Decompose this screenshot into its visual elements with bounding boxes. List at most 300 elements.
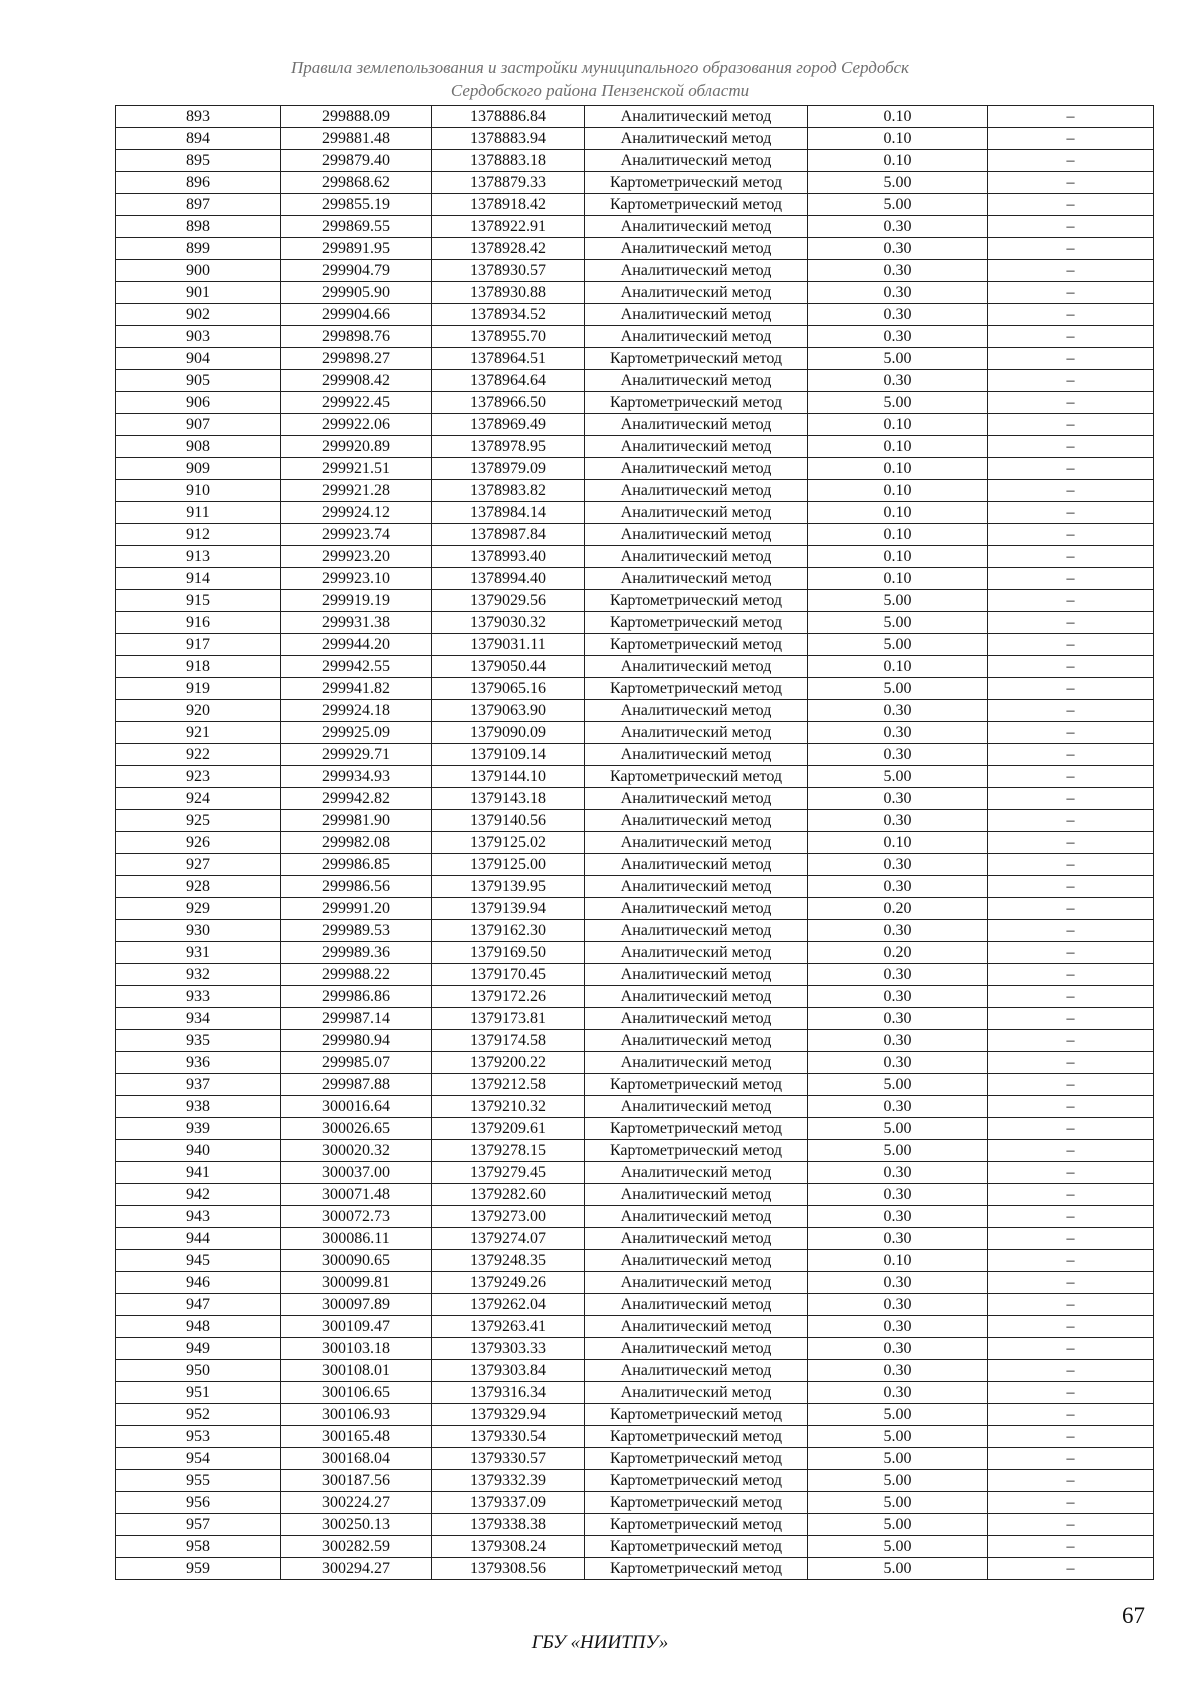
method-cell: Аналитический метод <box>585 942 808 964</box>
method-cell: Аналитический метод <box>585 744 808 766</box>
point-number-cell: 948 <box>116 1316 281 1338</box>
table-row <box>116 1118 1154 1140</box>
x-coordinate-cell: 299891.95 <box>281 238 432 260</box>
method-cell: Аналитический метод <box>585 1162 808 1184</box>
description-cell: – <box>988 1008 1154 1030</box>
table-row <box>116 568 1154 590</box>
point-number-cell: 943 <box>116 1206 281 1228</box>
description-cell: – <box>988 1448 1154 1470</box>
x-coordinate-cell: 300071.48 <box>281 1184 432 1206</box>
y-coordinate-cell: 1379172.26 <box>432 986 585 1008</box>
x-coordinate-cell: 300099.81 <box>281 1272 432 1294</box>
y-coordinate-cell: 1379330.57 <box>432 1448 585 1470</box>
description-cell: – <box>988 1338 1154 1360</box>
x-coordinate-cell: 299898.27 <box>281 348 432 370</box>
point-number-cell: 937 <box>116 1074 281 1096</box>
description-cell: – <box>988 194 1154 216</box>
accuracy-cell: 0.30 <box>808 260 988 282</box>
point-number-cell: 933 <box>116 986 281 1008</box>
point-number-cell: 930 <box>116 920 281 942</box>
x-coordinate-cell: 300072.73 <box>281 1206 432 1228</box>
description-cell: – <box>988 282 1154 304</box>
table-row <box>116 810 1154 832</box>
y-coordinate-cell: 1379308.24 <box>432 1536 585 1558</box>
x-coordinate-cell: 300086.11 <box>281 1228 432 1250</box>
point-number-cell: 914 <box>116 568 281 590</box>
y-coordinate-cell: 1378966.50 <box>432 392 585 414</box>
x-coordinate-cell: 299986.85 <box>281 854 432 876</box>
point-number-cell: 934 <box>116 1008 281 1030</box>
x-coordinate-cell: 299855.19 <box>281 194 432 216</box>
description-cell: – <box>988 216 1154 238</box>
y-coordinate-cell: 1379200.22 <box>432 1052 585 1074</box>
point-number-cell: 919 <box>116 678 281 700</box>
method-cell: Картометрический метод <box>585 348 808 370</box>
description-cell: – <box>988 414 1154 436</box>
x-coordinate-cell: 300090.65 <box>281 1250 432 1272</box>
method-cell: Аналитический метод <box>585 1184 808 1206</box>
point-number-cell: 928 <box>116 876 281 898</box>
accuracy-cell: 5.00 <box>808 1514 988 1536</box>
point-number-cell: 936 <box>116 1052 281 1074</box>
accuracy-cell: 0.30 <box>808 854 988 876</box>
table-row <box>116 172 1154 194</box>
description-cell: – <box>988 920 1154 942</box>
coordinates-table-body <box>116 106 1154 1580</box>
point-number-cell: 900 <box>116 260 281 282</box>
point-number-cell: 893 <box>116 106 281 128</box>
x-coordinate-cell: 300282.59 <box>281 1536 432 1558</box>
table-row <box>116 524 1154 546</box>
x-coordinate-cell: 299980.94 <box>281 1030 432 1052</box>
description-cell: – <box>988 832 1154 854</box>
table-row <box>116 700 1154 722</box>
accuracy-cell: 0.30 <box>808 700 988 722</box>
y-coordinate-cell: 1379174.58 <box>432 1030 585 1052</box>
accuracy-cell: 0.10 <box>808 150 988 172</box>
accuracy-cell: 0.30 <box>808 1096 988 1118</box>
x-coordinate-cell: 299981.90 <box>281 810 432 832</box>
accuracy-cell: 5.00 <box>808 392 988 414</box>
point-number-cell: 912 <box>116 524 281 546</box>
table-row <box>116 370 1154 392</box>
point-number-cell: 896 <box>116 172 281 194</box>
method-cell: Аналитический метод <box>585 656 808 678</box>
accuracy-cell: 0.30 <box>808 986 988 1008</box>
y-coordinate-cell: 1378964.64 <box>432 370 585 392</box>
table-row <box>116 216 1154 238</box>
method-cell: Аналитический метод <box>585 282 808 304</box>
x-coordinate-cell: 299991.20 <box>281 898 432 920</box>
description-cell: – <box>988 700 1154 722</box>
y-coordinate-cell: 1378964.51 <box>432 348 585 370</box>
method-cell: Картометрический метод <box>585 1470 808 1492</box>
x-coordinate-cell: 299888.09 <box>281 106 432 128</box>
accuracy-cell: 0.30 <box>808 1162 988 1184</box>
x-coordinate-cell: 299869.55 <box>281 216 432 238</box>
y-coordinate-cell: 1379262.04 <box>432 1294 585 1316</box>
x-coordinate-cell: 299944.20 <box>281 634 432 656</box>
table-row <box>116 1404 1154 1426</box>
y-coordinate-cell: 1378955.70 <box>432 326 585 348</box>
y-coordinate-cell: 1379140.56 <box>432 810 585 832</box>
table-row <box>116 502 1154 524</box>
y-coordinate-cell: 1379308.56 <box>432 1558 585 1580</box>
description-cell: – <box>988 612 1154 634</box>
description-cell: – <box>988 568 1154 590</box>
description-cell: – <box>988 128 1154 150</box>
method-cell: Аналитический метод <box>585 480 808 502</box>
accuracy-cell: 0.30 <box>808 876 988 898</box>
description-cell: – <box>988 348 1154 370</box>
x-coordinate-cell: 299925.09 <box>281 722 432 744</box>
accuracy-cell: 0.20 <box>808 942 988 964</box>
accuracy-cell: 0.30 <box>808 304 988 326</box>
table-row <box>116 1162 1154 1184</box>
method-cell: Аналитический метод <box>585 414 808 436</box>
point-number-cell: 905 <box>116 370 281 392</box>
accuracy-cell: 0.30 <box>808 788 988 810</box>
point-number-cell: 910 <box>116 480 281 502</box>
table-row <box>116 1514 1154 1536</box>
point-number-cell: 946 <box>116 1272 281 1294</box>
point-number-cell: 953 <box>116 1426 281 1448</box>
accuracy-cell: 5.00 <box>808 194 988 216</box>
y-coordinate-cell: 1379303.33 <box>432 1338 585 1360</box>
method-cell: Аналитический метод <box>585 106 808 128</box>
point-number-cell: 911 <box>116 502 281 524</box>
description-cell: – <box>988 1382 1154 1404</box>
point-number-cell: 959 <box>116 1558 281 1580</box>
accuracy-cell: 0.10 <box>808 436 988 458</box>
y-coordinate-cell: 1379248.35 <box>432 1250 585 1272</box>
y-coordinate-cell: 1379316.34 <box>432 1382 585 1404</box>
x-coordinate-cell: 299922.45 <box>281 392 432 414</box>
y-coordinate-cell: 1379030.32 <box>432 612 585 634</box>
x-coordinate-cell: 299929.71 <box>281 744 432 766</box>
x-coordinate-cell: 299934.93 <box>281 766 432 788</box>
table-row <box>116 590 1154 612</box>
description-cell: – <box>988 810 1154 832</box>
point-number-cell: 909 <box>116 458 281 480</box>
x-coordinate-cell: 299923.74 <box>281 524 432 546</box>
table-row <box>116 480 1154 502</box>
point-number-cell: 901 <box>116 282 281 304</box>
accuracy-cell: 0.10 <box>808 656 988 678</box>
table-row <box>116 106 1154 128</box>
x-coordinate-cell: 300106.93 <box>281 1404 432 1426</box>
y-coordinate-cell: 1379273.00 <box>432 1206 585 1228</box>
x-coordinate-cell: 300097.89 <box>281 1294 432 1316</box>
accuracy-cell: 0.30 <box>808 744 988 766</box>
table-row <box>116 920 1154 942</box>
x-coordinate-cell: 300037.00 <box>281 1162 432 1184</box>
method-cell: Аналитический метод <box>585 1250 808 1272</box>
method-cell: Картометрический метод <box>585 1074 808 1096</box>
description-cell: – <box>988 1294 1154 1316</box>
point-number-cell: 947 <box>116 1294 281 1316</box>
y-coordinate-cell: 1378969.49 <box>432 414 585 436</box>
x-coordinate-cell: 299921.51 <box>281 458 432 480</box>
description-cell: – <box>988 1118 1154 1140</box>
method-cell: Картометрический метод <box>585 194 808 216</box>
description-cell: – <box>988 854 1154 876</box>
y-coordinate-cell: 1379209.61 <box>432 1118 585 1140</box>
x-coordinate-cell: 299988.22 <box>281 964 432 986</box>
accuracy-cell: 0.30 <box>808 1360 988 1382</box>
accuracy-cell: 5.00 <box>808 1140 988 1162</box>
table-row <box>116 1294 1154 1316</box>
accuracy-cell: 5.00 <box>808 1470 988 1492</box>
y-coordinate-cell: 1378930.57 <box>432 260 585 282</box>
header-line-2: Сердобского района Пензенской области <box>450 81 750 100</box>
method-cell: Картометрический метод <box>585 1448 808 1470</box>
x-coordinate-cell: 299881.48 <box>281 128 432 150</box>
point-number-cell: 902 <box>116 304 281 326</box>
x-coordinate-cell: 299921.28 <box>281 480 432 502</box>
description-cell: – <box>988 502 1154 524</box>
description-cell: – <box>988 656 1154 678</box>
point-number-cell: 958 <box>116 1536 281 1558</box>
description-cell: – <box>988 590 1154 612</box>
accuracy-cell: 5.00 <box>808 1404 988 1426</box>
x-coordinate-cell: 299942.82 <box>281 788 432 810</box>
method-cell: Аналитический метод <box>585 876 808 898</box>
accuracy-cell: 0.30 <box>808 964 988 986</box>
method-cell: Аналитический метод <box>585 1272 808 1294</box>
point-number-cell: 945 <box>116 1250 281 1272</box>
y-coordinate-cell: 1378930.88 <box>432 282 585 304</box>
point-number-cell: 897 <box>116 194 281 216</box>
description-cell: – <box>988 1250 1154 1272</box>
accuracy-cell: 0.30 <box>808 216 988 238</box>
method-cell: Аналитический метод <box>585 1206 808 1228</box>
x-coordinate-cell: 299919.19 <box>281 590 432 612</box>
point-number-cell: 941 <box>116 1162 281 1184</box>
x-coordinate-cell: 299987.14 <box>281 1008 432 1030</box>
method-cell: Картометрический метод <box>585 1536 808 1558</box>
description-cell: – <box>988 876 1154 898</box>
method-cell: Аналитический метод <box>585 238 808 260</box>
method-cell: Аналитический метод <box>585 524 808 546</box>
x-coordinate-cell: 300108.01 <box>281 1360 432 1382</box>
accuracy-cell: 0.30 <box>808 810 988 832</box>
x-coordinate-cell: 300224.27 <box>281 1492 432 1514</box>
description-cell: – <box>988 766 1154 788</box>
method-cell: Аналитический метод <box>585 1228 808 1250</box>
y-coordinate-cell: 1378978.95 <box>432 436 585 458</box>
y-coordinate-cell: 1379143.18 <box>432 788 585 810</box>
x-coordinate-cell: 300294.27 <box>281 1558 432 1580</box>
table-row <box>116 964 1154 986</box>
y-coordinate-cell: 1378879.33 <box>432 172 585 194</box>
table-row <box>116 1140 1154 1162</box>
description-cell: – <box>988 1514 1154 1536</box>
table-row <box>116 1470 1154 1492</box>
y-coordinate-cell: 1379337.09 <box>432 1492 585 1514</box>
method-cell: Аналитический метод <box>585 810 808 832</box>
description-cell: – <box>988 986 1154 1008</box>
point-number-cell: 931 <box>116 942 281 964</box>
y-coordinate-cell: 1379329.94 <box>432 1404 585 1426</box>
y-coordinate-cell: 1379249.26 <box>432 1272 585 1294</box>
table-row <box>116 304 1154 326</box>
point-number-cell: 895 <box>116 150 281 172</box>
method-cell: Аналитический метод <box>585 326 808 348</box>
y-coordinate-cell: 1379125.00 <box>432 854 585 876</box>
description-cell: – <box>988 1558 1154 1580</box>
point-number-cell: 940 <box>116 1140 281 1162</box>
point-number-cell: 939 <box>116 1118 281 1140</box>
y-coordinate-cell: 1378987.84 <box>432 524 585 546</box>
point-number-cell: 927 <box>116 854 281 876</box>
table-row <box>116 458 1154 480</box>
table-row <box>116 832 1154 854</box>
y-coordinate-cell: 1379139.94 <box>432 898 585 920</box>
table-row <box>116 1316 1154 1338</box>
table-row <box>116 1426 1154 1448</box>
accuracy-cell: 5.00 <box>808 348 988 370</box>
description-cell: – <box>988 480 1154 502</box>
accuracy-cell: 0.30 <box>808 1206 988 1228</box>
table-row <box>116 1074 1154 1096</box>
description-cell: – <box>988 1074 1154 1096</box>
method-cell: Картометрический метод <box>585 634 808 656</box>
table-row <box>116 194 1154 216</box>
description-cell: – <box>988 238 1154 260</box>
point-number-cell: 915 <box>116 590 281 612</box>
y-coordinate-cell: 1379031.11 <box>432 634 585 656</box>
table-row <box>116 150 1154 172</box>
description-cell: – <box>988 1316 1154 1338</box>
point-number-cell: 898 <box>116 216 281 238</box>
x-coordinate-cell: 299942.55 <box>281 656 432 678</box>
y-coordinate-cell: 1379170.45 <box>432 964 585 986</box>
x-coordinate-cell: 300016.64 <box>281 1096 432 1118</box>
method-cell: Аналитический метод <box>585 546 808 568</box>
point-number-cell: 913 <box>116 546 281 568</box>
accuracy-cell: 5.00 <box>808 634 988 656</box>
method-cell: Аналитический метод <box>585 150 808 172</box>
point-number-cell: 951 <box>116 1382 281 1404</box>
accuracy-cell: 0.30 <box>808 282 988 304</box>
method-cell: Аналитический метод <box>585 1382 808 1404</box>
accuracy-cell: 0.10 <box>808 480 988 502</box>
accuracy-cell: 5.00 <box>808 172 988 194</box>
y-coordinate-cell: 1379210.32 <box>432 1096 585 1118</box>
method-cell: Картометрический метод <box>585 392 808 414</box>
description-cell: – <box>988 898 1154 920</box>
description-cell: – <box>988 1206 1154 1228</box>
accuracy-cell: 0.10 <box>808 546 988 568</box>
point-number-cell: 916 <box>116 612 281 634</box>
method-cell: Аналитический метод <box>585 788 808 810</box>
point-number-cell: 918 <box>116 656 281 678</box>
y-coordinate-cell: 1378934.52 <box>432 304 585 326</box>
accuracy-cell: 5.00 <box>808 1536 988 1558</box>
description-cell: – <box>988 326 1154 348</box>
point-number-cell: 921 <box>116 722 281 744</box>
accuracy-cell: 0.10 <box>808 414 988 436</box>
description-cell: – <box>988 546 1154 568</box>
y-coordinate-cell: 1379109.14 <box>432 744 585 766</box>
x-coordinate-cell: 299905.90 <box>281 282 432 304</box>
y-coordinate-cell: 1379050.44 <box>432 656 585 678</box>
accuracy-cell: 5.00 <box>808 612 988 634</box>
accuracy-cell: 5.00 <box>808 1118 988 1140</box>
method-cell: Аналитический метод <box>585 1338 808 1360</box>
point-number-cell: 908 <box>116 436 281 458</box>
method-cell: Картометрический метод <box>585 1514 808 1536</box>
x-coordinate-cell: 299924.12 <box>281 502 432 524</box>
method-cell: Аналитический метод <box>585 1294 808 1316</box>
description-cell: – <box>988 172 1154 194</box>
accuracy-cell: 5.00 <box>808 1492 988 1514</box>
y-coordinate-cell: 1379282.60 <box>432 1184 585 1206</box>
y-coordinate-cell: 1379144.10 <box>432 766 585 788</box>
point-number-cell: 924 <box>116 788 281 810</box>
point-number-cell: 925 <box>116 810 281 832</box>
coordinates-table <box>115 105 1154 1580</box>
method-cell: Аналитический метод <box>585 502 808 524</box>
accuracy-cell: 0.30 <box>808 1228 988 1250</box>
table-row <box>116 1096 1154 1118</box>
point-number-cell: 907 <box>116 414 281 436</box>
y-coordinate-cell: 1379279.45 <box>432 1162 585 1184</box>
y-coordinate-cell: 1379063.90 <box>432 700 585 722</box>
point-number-cell: 955 <box>116 1470 281 1492</box>
point-number-cell: 954 <box>116 1448 281 1470</box>
description-cell: – <box>988 942 1154 964</box>
point-number-cell: 956 <box>116 1492 281 1514</box>
table-row <box>116 1558 1154 1580</box>
y-coordinate-cell: 1379065.16 <box>432 678 585 700</box>
table-row <box>116 392 1154 414</box>
y-coordinate-cell: 1378883.94 <box>432 128 585 150</box>
accuracy-cell: 0.30 <box>808 1294 988 1316</box>
y-coordinate-cell: 1379162.30 <box>432 920 585 942</box>
y-coordinate-cell: 1379029.56 <box>432 590 585 612</box>
table-row <box>116 656 1154 678</box>
table-row <box>116 1206 1154 1228</box>
y-coordinate-cell: 1379173.81 <box>432 1008 585 1030</box>
table-row <box>116 1360 1154 1382</box>
description-cell: – <box>988 964 1154 986</box>
y-coordinate-cell: 1379212.58 <box>432 1074 585 1096</box>
document-footer: ГБУ «НИИТПУ» <box>531 1632 669 1653</box>
table-row <box>116 612 1154 634</box>
accuracy-cell: 0.30 <box>808 1382 988 1404</box>
accuracy-cell: 0.30 <box>808 1184 988 1206</box>
method-cell: Аналитический метод <box>585 436 808 458</box>
page-number: 67 <box>1122 1603 1145 1628</box>
point-number-cell: 923 <box>116 766 281 788</box>
description-cell: – <box>988 744 1154 766</box>
table-row <box>116 1250 1154 1272</box>
accuracy-cell: 0.10 <box>808 106 988 128</box>
description-cell: – <box>988 436 1154 458</box>
x-coordinate-cell: 299924.18 <box>281 700 432 722</box>
x-coordinate-cell: 299982.08 <box>281 832 432 854</box>
accuracy-cell: 5.00 <box>808 678 988 700</box>
accuracy-cell: 0.30 <box>808 1030 988 1052</box>
point-number-cell: 944 <box>116 1228 281 1250</box>
point-number-cell: 920 <box>116 700 281 722</box>
accuracy-cell: 5.00 <box>808 1074 988 1096</box>
description-cell: – <box>988 392 1154 414</box>
table-row <box>116 1184 1154 1206</box>
method-cell: Аналитический метод <box>585 700 808 722</box>
